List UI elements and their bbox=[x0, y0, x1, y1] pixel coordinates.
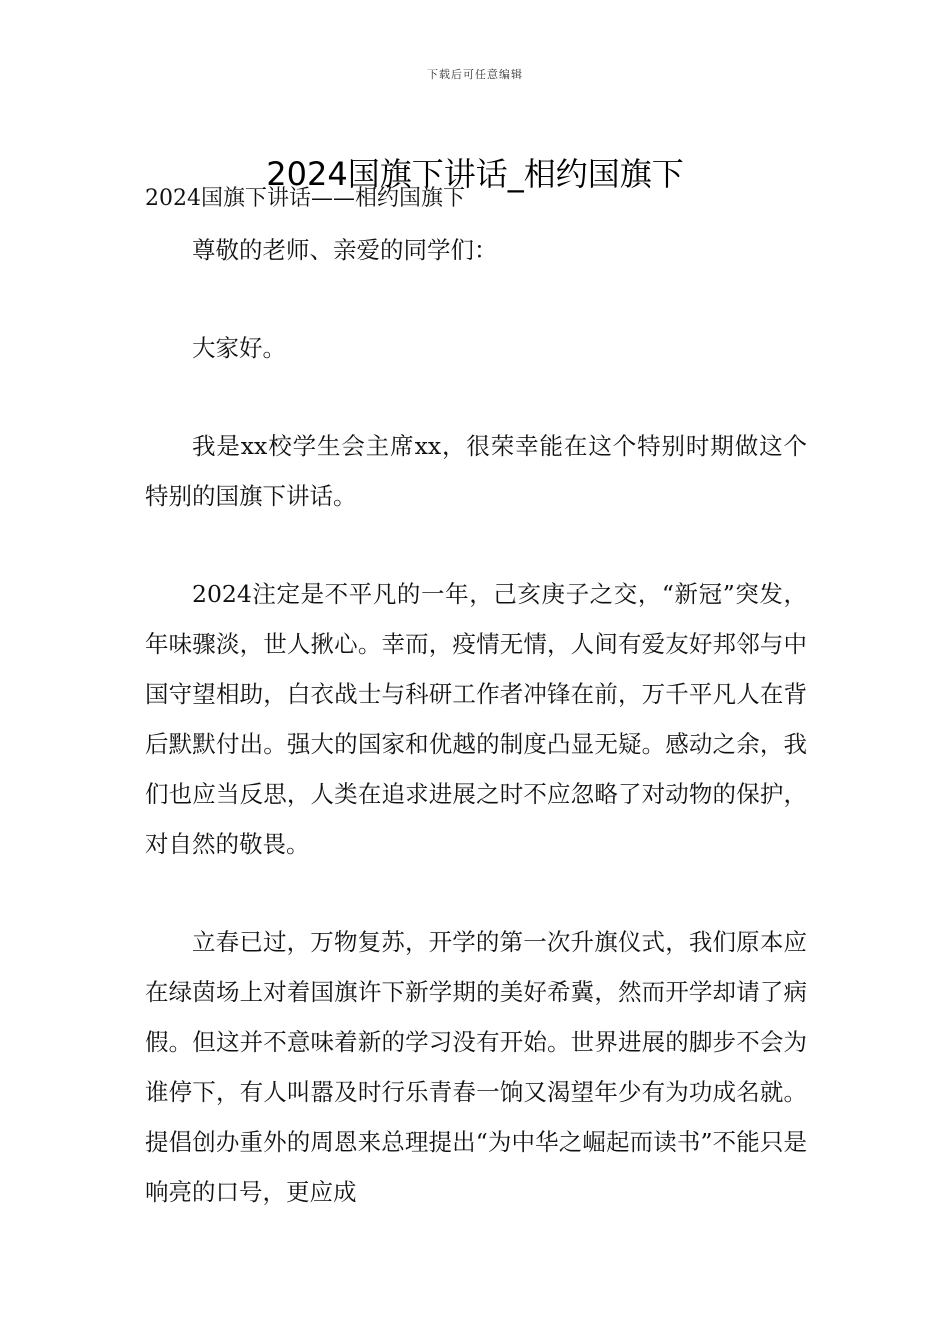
header-note: 下载后可任意编辑 bbox=[427, 68, 523, 81]
document-title: 2024国旗下讲话_相约国旗下 bbox=[266, 155, 684, 194]
document-subtitle: 2024国旗下讲话——相约国旗下 bbox=[145, 186, 465, 211]
paragraph-hello: 大家好。 bbox=[192, 334, 286, 362]
paragraph-epidemic: 2024注定是不平凡的一年，己亥庚子之交，“新冠”突发，年味骤淡，世人揪心。幸而，疫情无情，人间有爱友好邦邻与中国守望相助，白衣战士与科研工作者冲锋在前，万千平凡人在背后默默付出。强大的国家和优越的制度凸显无疑。感动之余，我们也应当反思，人类在追求进展之时不应忽略了对动物的保护，对自然的敬畏。 bbox=[145, 580, 807, 858]
paragraph-greeting: 尊敬的老师、亲爱的同学们： bbox=[192, 236, 498, 264]
paragraph-spring: 立春已过，万物复苏，开学的第一次升旗仪式，我们原本应在绿茵场上对着国旗许下新学期的美好希冀，然而开学却请了病假。但这并不意味着新的学习没有开始。世界进展的脚步不会为谁停下，有人叫嚣及时行乐青春一饷又渴望年少有为功成名就。提倡创办重外的周恩来总理提出“为中华之崛起而读书”不能只是响亮的口号，更应成 bbox=[145, 928, 807, 1206]
document-body bbox=[145, 183, 807, 1217]
paragraph-intro: 我是xx校学生会主席xx，很荣幸能在这个特别时期做这个特别的国旗下讲话。 bbox=[145, 432, 807, 510]
